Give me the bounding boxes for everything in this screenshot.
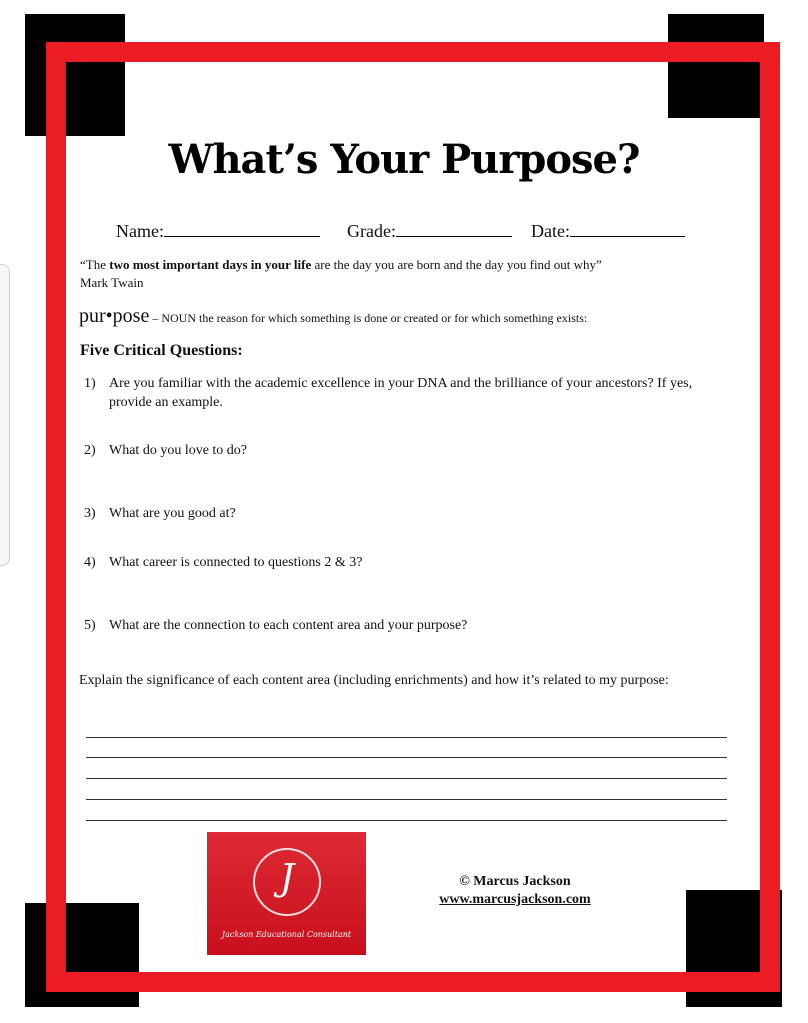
writing-line[interactable] (86, 820, 727, 821)
writing-line[interactable] (86, 799, 727, 800)
definition-word: pur•pose (79, 305, 150, 327)
copyright-text: © Marcus Jackson (459, 874, 571, 889)
logo-letter: J (279, 858, 295, 899)
copyright-block (420, 873, 610, 909)
laurel-wreath-icon (253, 848, 321, 916)
name-field[interactable] (116, 220, 320, 242)
writing-line[interactable] (86, 737, 727, 738)
question-text: What do you love to do? (109, 443, 248, 458)
question-item (84, 616, 704, 635)
question-item (84, 553, 704, 572)
side-panel-tab[interactable] (0, 264, 10, 566)
date-field[interactable] (531, 220, 685, 242)
question-number: 2) (84, 443, 96, 458)
quote-rest: are the day you are born and the day you find out why” (311, 257, 602, 272)
jackson-logo (207, 832, 366, 955)
question-item (84, 374, 704, 412)
question-number: 1) (84, 376, 96, 391)
logo-company-name: Jackson Educational Consultant (221, 930, 352, 939)
question-text: What are the connection to each content area and your purpose? (109, 618, 468, 633)
name-label: Name: (116, 221, 164, 241)
grade-blank-line[interactable] (396, 220, 512, 237)
grade-label: Grade: (347, 221, 396, 241)
question-number: 4) (84, 555, 96, 570)
date-blank-line[interactable] (570, 220, 685, 237)
writing-line[interactable] (86, 757, 727, 758)
name-blank-line[interactable] (164, 220, 320, 237)
question-number: 5) (84, 618, 96, 633)
page-title: What’s Your Purpose? (168, 136, 640, 183)
writing-line[interactable] (86, 778, 727, 779)
question-item (84, 441, 704, 460)
question-item (84, 504, 704, 523)
question-text: Are you familiar with the academic excellence in your DNA and the brilliance of your ancestors? If yes, provide an example. (109, 376, 693, 410)
date-label: Date: (531, 221, 570, 241)
quote-open: “The (80, 257, 110, 272)
questions-heading: Five Critical Questions: (80, 342, 243, 359)
quote-emphasis: two most important days in your life (109, 257, 312, 272)
quote-author: Mark Twain (80, 275, 144, 290)
purpose-definition (79, 305, 587, 328)
question-text: What are you good at? (109, 506, 236, 521)
question-text: What career is connected to questions 2 & 3? (109, 555, 363, 570)
question-number: 3) (84, 506, 96, 521)
grade-field[interactable] (347, 220, 512, 242)
explain-prompt: Explain the significance of each content area (including enrichments) and how it’s related to my purpose: (79, 673, 669, 688)
definition-text: – NOUN the reason for which something is done or created or for which something exists: (149, 311, 588, 325)
website-link[interactable]: www.marcusjackson.com (439, 892, 591, 907)
mark-twain-quote (80, 256, 740, 292)
